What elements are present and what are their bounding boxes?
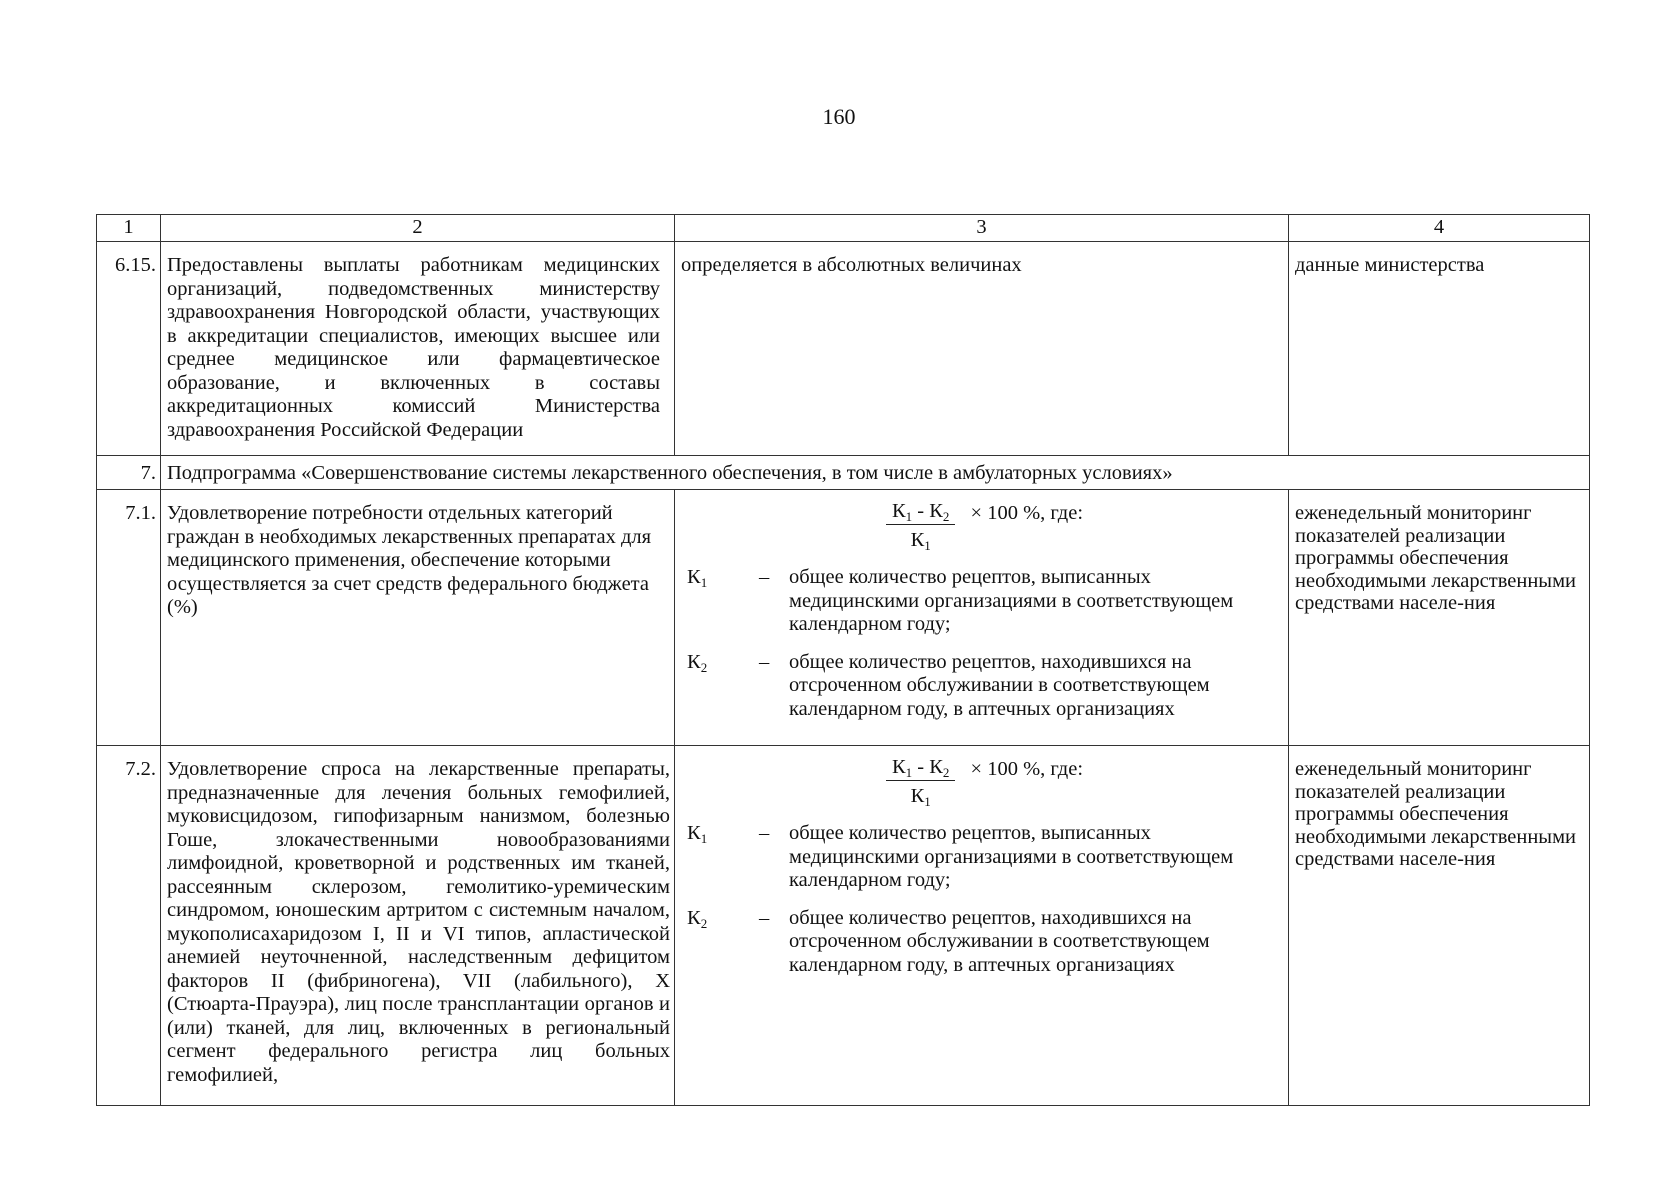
data-source: еженедельный мониторинг показателей реализации программы обеспечения необходимыми лекарственными средствами населе-ния	[1289, 490, 1590, 746]
indicator-description: Предоставлены выплаты работникам медицинских организаций, подведомственных министерству здравоохранения Новгородской области, участвующих в аккредитации специалистов, имеющих высшее или среднее медицинское или фармацевтическое образование, и включенных в составы аккредитационных комиссий Министерства здравоохранения Российской Федерации	[161, 242, 675, 456]
variable-definitions	[687, 822, 1282, 977]
row-number: 6.15.	[97, 242, 161, 456]
indicator-description: Удовлетворение потребности отдельных категорий граждан в необходимых лекарственных препаратах для медицинского применения, обеспечение которыми осуществляется за счет средств федерального бюджета (%)	[161, 490, 675, 746]
definition-k1	[687, 566, 1282, 637]
formula-denominator: $К_1$	[910, 784, 931, 809]
variable-text: общее количество рецептов, выписанных медицинскими организациями в соответствующем календарном году;	[789, 822, 1234, 891]
variable-text: общее количество рецептов, находившихся на отсроченном обслуживании в соответствующем календарном году, в аптечных организациях	[789, 650, 1210, 720]
header-col-1: 1	[97, 215, 161, 242]
formula-numerator: $К_1 - К_2$	[886, 756, 955, 781]
definition-k2	[687, 651, 1282, 722]
calculation-method	[675, 746, 1289, 1106]
data-source: еженедельный мониторинг показателей реализации программы обеспечения необходимыми лекарственными средствами населе-ния	[1289, 746, 1590, 1106]
formula-multiplier: × 100 %, где:	[970, 502, 1084, 525]
header-col-4: 4	[1289, 215, 1590, 242]
indicators-table	[96, 214, 1590, 1106]
formula	[687, 500, 1282, 562]
header-col-2: 2	[161, 215, 675, 242]
dash: –	[759, 566, 770, 588]
formula-multiplier: × 100 %, где:	[970, 758, 1084, 781]
table-row-7-1	[97, 490, 1590, 746]
dash: –	[759, 650, 770, 673]
variable-text: общее количество рецептов, выписанных медицинскими организациями в соответствующем календарном году;	[789, 566, 1234, 635]
row-number: 7.2.	[97, 746, 161, 1106]
definition-k1	[687, 822, 1282, 893]
data-source: данные министерства	[1289, 242, 1590, 456]
subprogram-title: Подпрограмма «Совершенствование системы лекарственного обеспечения, в том числе в амбулаторных условиях»	[161, 456, 1590, 490]
formula-fraction	[886, 500, 955, 552]
table-row-7-2	[97, 746, 1590, 1106]
header-col-3: 3	[675, 215, 1289, 242]
row-number: 7.	[97, 456, 161, 490]
table-row-6-15	[97, 242, 1590, 456]
formula	[687, 756, 1282, 818]
variable-symbol: $К_2$	[687, 650, 708, 675]
variable-symbol: $К_1$	[687, 822, 708, 846]
variable-symbol: $К_1$	[687, 566, 708, 590]
variable-symbol: $К_2$	[687, 906, 708, 931]
calculation-method: определяется в абсолютных величинах	[675, 242, 1289, 456]
header-row	[97, 215, 1590, 242]
dash: –	[759, 906, 770, 929]
calculation-method	[675, 490, 1289, 746]
formula-fraction	[886, 756, 955, 808]
dash: –	[759, 822, 770, 844]
definition-k2	[687, 907, 1282, 978]
page-number: 160	[822, 104, 856, 129]
formula-denominator: $К_1$	[910, 528, 931, 553]
indicator-description: Удовлетворение спроса на лекарственные препараты, предназначенные для лечения больных гемофилией, муковисцидозом, гипофизарным нанизмом, болезнью Гоше, злокачественными новообразованиями лимфоидной, кроветворной и родственных им тканей, рассеянным склерозом, гемолитико-уремическим синдромом, юношеским артритом с системным началом, мукополисахаридозом I, II и VI типов, апластической анемией неуточненной, наследственным дефицитом факторов II (фибриногена), VII (лабильного), X (Стюарта-Прауэра), лиц после трансплантации органов и (или) тканей, для лиц, включенных в региональный сегмент федерального регистра лиц больных гемофилией,	[161, 746, 675, 1106]
table-row-7-subprogram	[97, 456, 1590, 490]
formula-numerator: $К_1 - К_2$	[886, 500, 955, 525]
row-number: 7.1.	[97, 490, 161, 746]
variable-definitions	[687, 566, 1282, 721]
variable-text: общее количество рецептов, находившихся на отсроченном обслуживании в соответствующем календарном году, в аптечных организациях	[789, 906, 1210, 976]
